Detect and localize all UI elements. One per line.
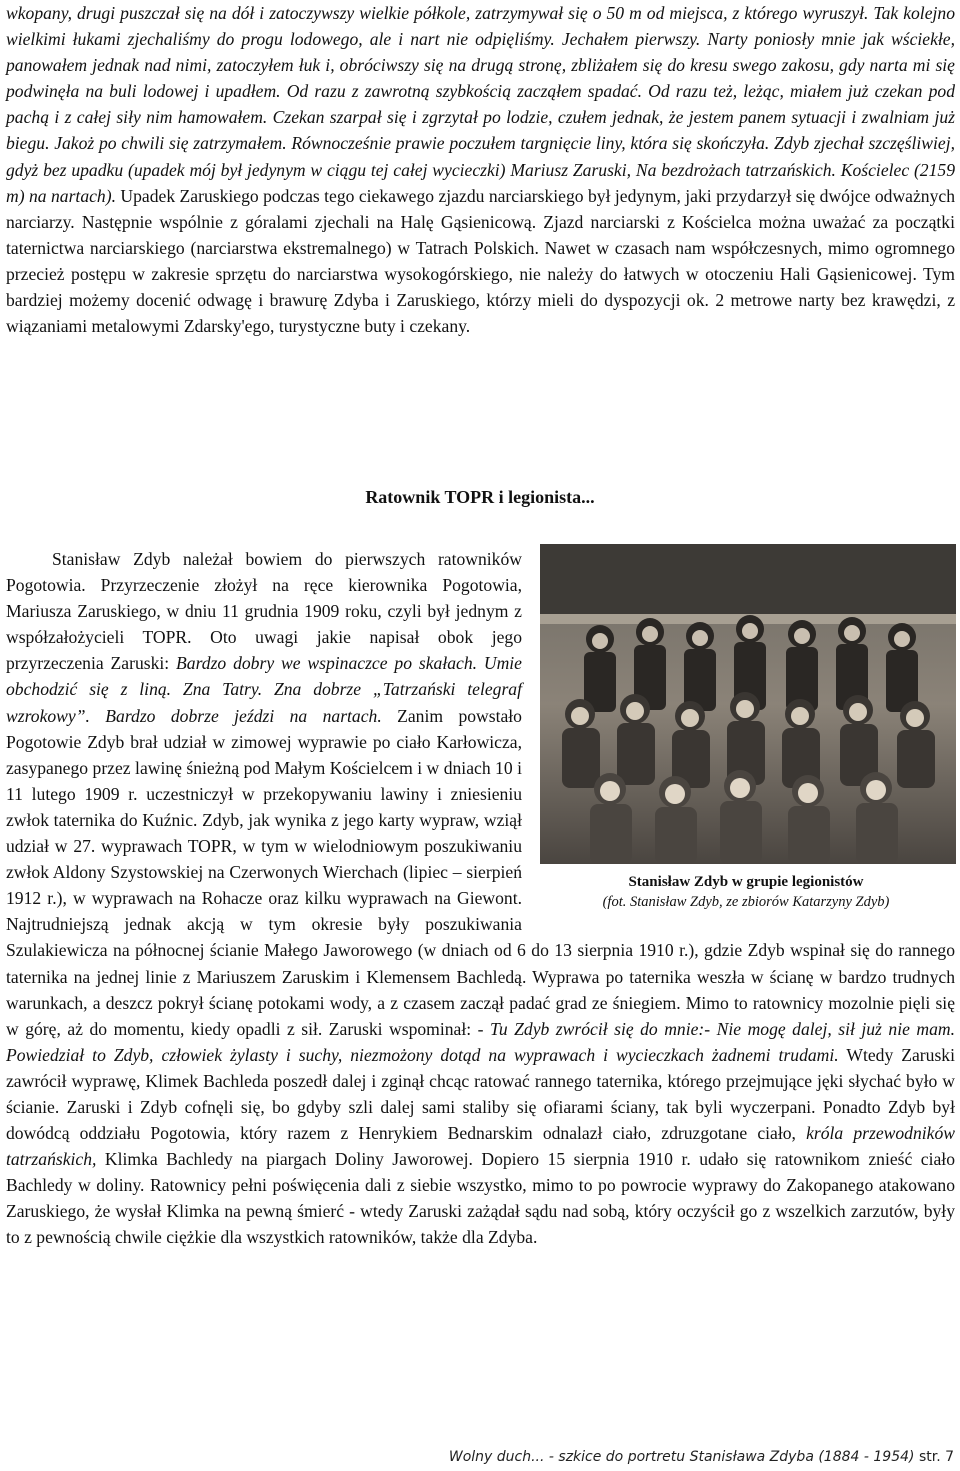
paragraph-ski-descent-body: Upadek Zaruskiego podczas tego ciekawego zjazdu narciarskiego był jedynym, jaki przydarzył się dwójce odważnych narciarzy. Następnie wspólnie z góralami zjechali na Halę Gąsienicową. Zjazd narciarski z Kościelca można uważać za początki taternictwa narciarskiego (narciarstwa ekstremalnego) w Tatrach Polskich. Nawet w czasach nam współczesnych, mimo ogromnego przecież postępu w zakresie sprzętu do narciarstwa wysokogórskiego, nie należy do łatwych w otoczeniu Hali Gąsienicowej. Tym bardziej możemy docenić odwagę i brawurę Zdyba i Zaruskiego, którzy mieli do dyspozycji ok. 2 metrowe narty bez krawędzi, z wiązaniami metalowymi Zdarsky'ego, turystyczne buty i czekany. — [6, 185, 955, 337]
paragraph-topr-text-b: Zanim powstało Pogotowie Zdyb brał udział w zimowej wyprawie po ciało Karłowicza, zasypanego przez lawinę śnieżną pod Małym Kościelcem i w dniach 10 i 11 lutego 1909 r. uczestniczył w przekopywaniu lawiny i zniesieniu zwłok taternika do Kuźnic. Zdyb, jak wynika z jego karty wypraw, wziął udział w 27. wyprawach TOPR, w tym w wielodniowym poszukiwaniu zwłok Aldony Szystowskiej na Czerwonych Wierchach (lipiec – sierpień 1912 r.), w wyprawach na Rohacze oraz kilku wyprawach na Giewont. Najtrudniejszą jednak akcją w tym okresie były poszukiwania Szulakiewicza na północnej ścianie Małego Jaworowego (w dniach od 6 do 13 sierpnia 1910 r.), gdzie Zdyb wspinał się do rannego taternika na jednej linie z Mariuszem Zaruskim i Klemensem Bachledą. Wyprawa po taternika weszła w ścianę w bardzo trudnych warunkach, a deszcz pokrył ścianę potokami wody, a z czasem zaczął padać grad ze śniegiem. Mimo to ratownicy mozolnie pięli się w górę, aż do momentu, kiedy opadli z sił. Zaruski wspominał: - — [6, 705, 955, 1039]
paragraph-topr-text-a: Stanisław Zdyb należał bowiem do pierwszych ratowników Pogotowia. Przyrzeczenie złożył na ręce kierownika Pogotowia, Mariusza Zaruskiego, w dniu 11 grudnia 1909 roku, czyli był jednym z współzałożycieli TOPR. Oto uwagi jakie napisał obok jego przyrzeczenia Zaruski: — [6, 549, 522, 674]
section-body — [0, 546, 960, 1251]
paragraph-topr-text-c: Wtedy Zaruski zawrócił wyprawę, Klimek Bachleda poszedł dalej i zginął chcąc ratować rannego taternika, którego przejmujące jęki słychać było w ścianie. Zaruski i Zdyb cofnęli się, bo gdyby szli dalej sami staliby się ofiarami ściany, tak byli wyczerpani. Ponadto Zdyb był dowódcą oddziału Pogotowia, który razem z Henrykiem Bednarskim odnalazł ciało, zdruzgotane ciało, — [6, 1044, 955, 1144]
footer-title: Wolny duch... - szkice do portretu Stanisława Zdyba (1884 - 1954) — [448, 1449, 915, 1465]
page-footer — [449, 1444, 954, 1470]
quote-zaruski-ski-descent: wkopany, drugi puszczał się na dół i zatoczywszy wielkie półkole, zatrzymywał się o 50 m od miejsca, z którego wyruszył. Tak kolejno wielkimi łukami zjechaliśmy do progu lodowego, ale i nart nie odpięliśmy. Jechałem pierwszy. Narty poniosły mnie jak wściekłe, panowałem jednak nad nimi, zatoczyłem łuk i, obróciwszy się na drugą stronę, zbliżałem się do kresu swego zakosu, gdy narta mi się podwinęła na buli lodowej i upadłem. Od razu z zawrotną szybkością zacząłem spadać. Od razu też, leżąc, miałem już czekan pod pachą i z całej siły nim hamowałem. Czekan szarpał się i zgrzytał po lodzie, czułem jednak, że jestem panem sytuacji i zwalniam już biegu. Jakoż po chwili się zatrzymałem. Równocześnie prawie poczułem targnięcie liny, która się skończyła. Zdyb zjechał szczęśliwiej, gdyż bez upadku (upadek mój był jedynym w ciągu tej całej wycieczki) Mariusz Zaruski, Na bezdrożach tatrzańskich. Kościelec (2159 m) na nartach). — [6, 3, 955, 206]
quote-zaruski-recollection: Tu Zdyb zwrócił się do mnie:- Nie mogę dalej, sił już nie mam. Powiedział to Zdyb, człowiek żylasty i suchy, niezmożony dotąd na wyprawach i wycieczkach żadnemi trudami. — [6, 1018, 955, 1065]
quote-zaruski-note: Bardzo dobry we wspinaczce po skałach. Umie obchodzić się z liną. Zna Tatry. Zna dobrze „Tatrzański telegraf wzrokowy”. Bardzo dobrze jeździ na nartach. — [6, 653, 522, 726]
paragraph-topr-text-d: Klimka Bachledy na piargach Doliny Jaworowej. Dopiero 15 sierpnia 1910 r. udało się ratownikom znieść ciało Bachledy w doliny. Ratownicy pełni poświęcenia dali z siebie wszystko, mimo to po powrocie wyprawy do Zakopanego atakowano Zaruskiego, że wysłał Klimka na pewną śmierć - wtedy Zaruski zażądał sądu nad sobą, który oczyścił go z wszelkich zarzutów, były to z pewnością chwile ciężkie dla wszystkich ratowników, także dla Zdyba. — [6, 1149, 955, 1248]
quote-king-of-guides: króla przewodników tatrzańskich, — [6, 1123, 955, 1170]
page-number: str. 7 — [918, 1449, 954, 1465]
photo-caption-title: Stanisław Zdyb w grupie legionistów — [628, 874, 864, 890]
legionnaires-group-photo — [540, 544, 956, 864]
section-heading: Ratownik TOPR i legionista... — [365, 487, 595, 507]
photo-figure — [536, 544, 956, 926]
photo-caption-source: (fot. Stanisław Zdyb, ze zbiorów Katarzyny Zdyb) — [602, 894, 890, 910]
paragraph-ski-descent — [0, 0, 960, 339]
